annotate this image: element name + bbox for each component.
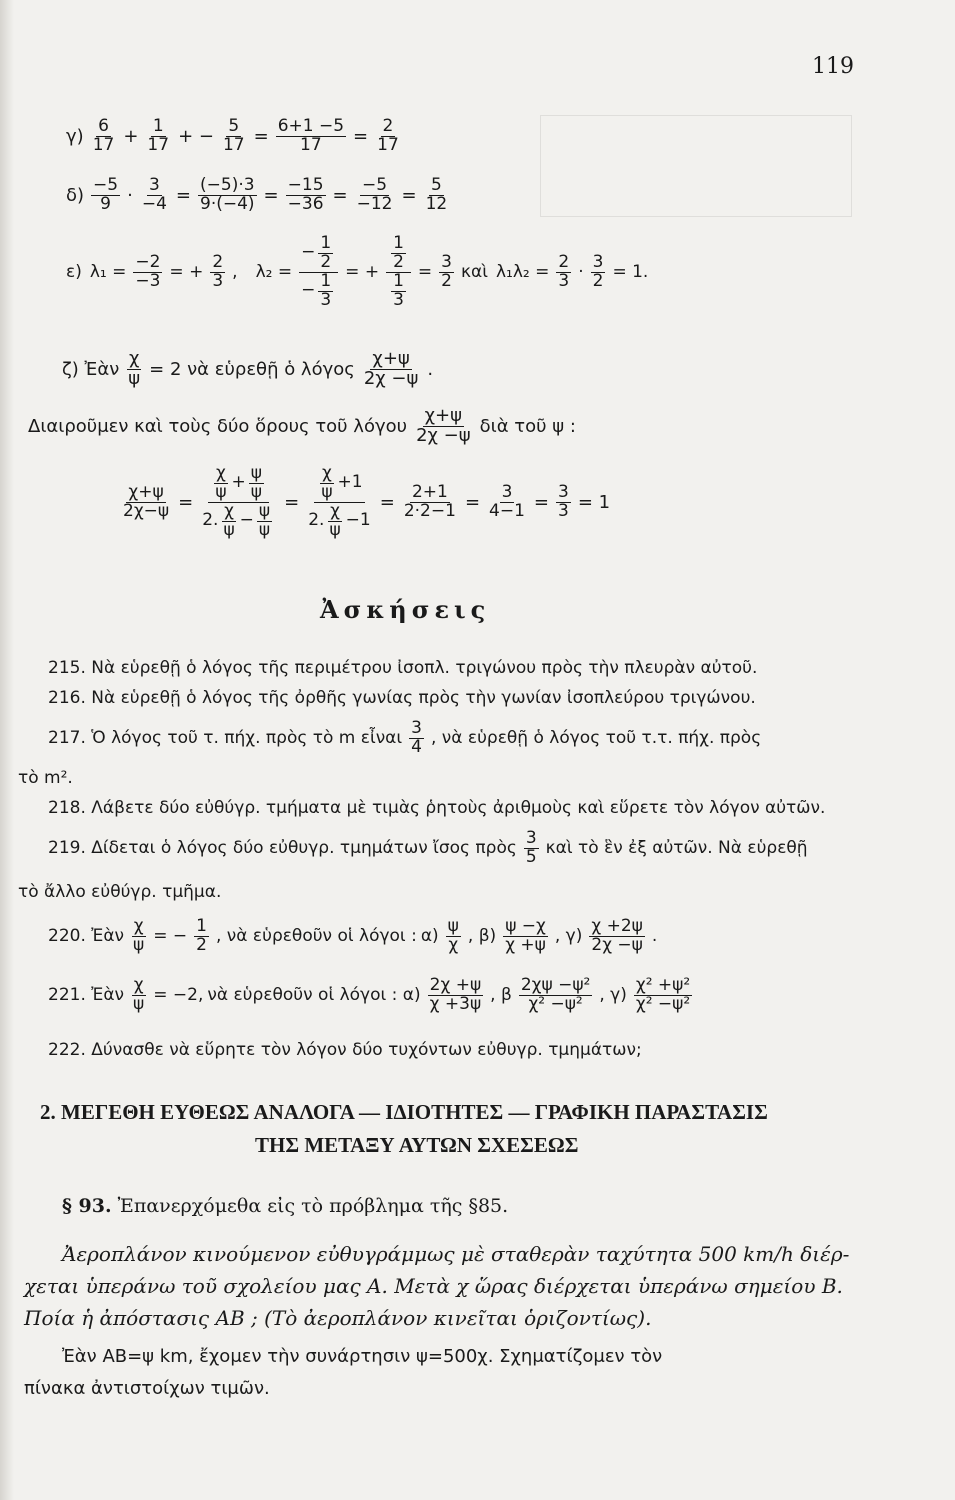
- bleed-through-table: [540, 115, 852, 217]
- section-title: [40, 1100, 910, 1158]
- equation-epsilon: ε) λ₁ = $\frac{-2}{-3}$ = + $\frac{2}{3}$ , λ₂ = − $\frac{1}{2}$ − $\frac{1}{3}$ = + $\frac{\frac{1}{2}}{\frac{1}{3}}$ = $\frac{3}{2}$ καὶ λ₁λ₂ = $\frac{2}{3}$ · $\frac{3}{2}$ = 1.: [66, 233, 649, 310]
- equation-ratio-derivation: $\frac{\chi+\psi}{2\chi-\psi}$ = $\frac{\chi}{\psi}$ + $\frac{\psi}{\psi}$ 2. $\frac{\chi}{\psi}$ − $\frac{\psi}{\psi}$ = $\frac{\chi}{\psi}$ +1 2. $\frac{\chi}{\psi}$ −1 = $\frac{2+1}{2\cdot 2-1}$ = $\frac{3}{4-1}$ = $\frac{3}{3}$ = 1: [123, 463, 611, 540]
- paragraph-93-number: § 93.: [62, 1195, 112, 1217]
- page-number: 119: [812, 54, 854, 79]
- paragraph-93: [62, 1195, 508, 1217]
- exercise-217-cont: τὸ m².: [18, 768, 73, 788]
- exercise-216: 216. Νὰ εὑρεθῇ ὁ λόγος τῆς ὀρθῆς γωνίας πρὸς τὴν γωνίαν ἰσοπλεύρου τριγώνου.: [48, 688, 756, 708]
- exercise-217: 217. Ὁ λόγος τοῦ τ. πήχ. πρὸς τὸ m εἶναι $\frac{3}{4}$ , νὰ εὑρεθῇ ὁ λόγος τοῦ τ.τ. πήχ. πρὸς: [48, 718, 762, 757]
- divide-line: Διαιροῦμεν καὶ τοὺς δύο ὅρους τοῦ λόγου $\frac{\chi+\psi}{2\chi -\psi}$ διὰ τοῦ ψ :: [28, 405, 576, 446]
- section-title-line1: 2. ΜΕΓΕΘΗ ΕΥΘΕΩΣ ΑΝΑΛΟΓΑ — ΙΔΙΟΤΗΤΕΣ — ΓΡΑΦΙΚΗ ΠΑΡΑΣΤΑΣΙΣ: [40, 1100, 768, 1124]
- scan-edge: [0, 0, 14, 1500]
- exercise-220: 220. Ἐὰν $\frac{\chi}{\psi}$ = − $\frac{1}{2}$ , νὰ εὑρεθοῦν οἱ λόγοι : α) $\frac{\psi}{\chi}$ , β) $\frac{\psi -\chi}{\chi +\psi}$ , γ) $\frac{\chi +2\psi}{2\chi -\psi}$ .: [48, 916, 658, 955]
- problem-line-1: Ἀεροπλάνον κινούμενον εὐθυγράμμως μὲ σταθερὰν ταχύτητα 500 km/h διέρ-: [62, 1242, 850, 1266]
- problem-line-2: χεται ὑπεράνω τοῦ σχολείου μας Α. Μετὰ χ ὥρας διέρχεται ὑπεράνω σημείου Β.: [24, 1274, 843, 1298]
- problem-line-3: Ποία ἡ ἀπόστασις ΑΒ ; (Τὸ ἀεροπλάνον κινεῖται ὁριζοντίως).: [24, 1306, 652, 1330]
- equation-delta: δ) $\frac{-5}{9}$ · $\frac{3}{-4}$ = $\frac{(-5)\cdot 3}{9\cdot(-4)}$ = $\frac{-15}{-36}$ = $\frac{-5}{-12}$ = $\frac{5}{12}$: [66, 175, 448, 214]
- exercise-222: 222. Δύνασθε νὰ εὕρητε τὸν λόγον δύο τυχόντων εὐθυγρ. τμημάτων;: [48, 1040, 642, 1060]
- section-title-line2: ΤΗΣ ΜΕΤΑΞΥ ΑΥΤΩΝ ΣΧΕΣΕΩΣ: [255, 1133, 579, 1157]
- closing-line-1: Ἐὰν ΑΒ=ψ km, ἔχομεν τὴν συνάρτησιν ψ=500χ. Σχηματίζομεν τὸν: [62, 1346, 663, 1367]
- paragraph-93-text: Ἐπανερχόμεθα εἰς τὸ πρόβλημα τῆς §85.: [117, 1195, 509, 1217]
- equation-gamma: γ) $\frac{6}{17}$ + $\frac{1}{17}$ + − $\frac{5}{17}$ = $\frac{6+1 -5}{17}$ = $\frac{2}{17}$: [66, 116, 399, 155]
- exercises-heading: Ἀσκήσεις: [320, 595, 491, 624]
- exercise-219: 219. Δίδεται ὁ λόγος δύο εὐθυγρ. τμημάτων ἴσος πρὸς $\frac{3}{5}$ καὶ τὸ ἓν ἐξ αὐτῶν. Νὰ εὑρεθῇ: [48, 828, 808, 867]
- exercise-221: 221. Ἐὰν $\frac{\chi}{\psi}$ = −2, νὰ εὑρεθοῦν οἱ λόγοι : α) $\frac{2\chi +\psi}{\chi +3\psi}$ , β $\frac{\text{2χψ −ψ²}}{\text{χ² −ψ²}}$ , γ) $\frac{\text{χ² +ψ²}}{\text{χ² −ψ²}}$: [48, 975, 691, 1014]
- closing-line-2: πίνακα ἀντιστοίχων τιμῶν.: [24, 1378, 270, 1399]
- exercise-219-cont: τὸ ἄλλο εὐθύγρ. τμῆμα.: [18, 882, 222, 902]
- equation-zeta: ζ) Ἐὰν $\frac{\chi}{\psi}$ = 2 νὰ εὑρεθῇ ὁ λόγος $\frac{\chi+\psi}{2\chi -\psi}$ .: [62, 348, 434, 389]
- exercise-215: 215. Νὰ εὑρεθῇ ὁ λόγος τῆς περιμέτρου ἰσοπλ. τριγώνου πρὸς τὴν πλευρὰν αὐτοῦ.: [48, 658, 758, 678]
- exercise-218: 218. Λάβετε δύο εὐθύγρ. τμήματα μὲ τιμὰς ῥητοὺς ἀριθμοὺς καὶ εὕρετε τὸν λόγον αὐτῶν.: [48, 798, 826, 818]
